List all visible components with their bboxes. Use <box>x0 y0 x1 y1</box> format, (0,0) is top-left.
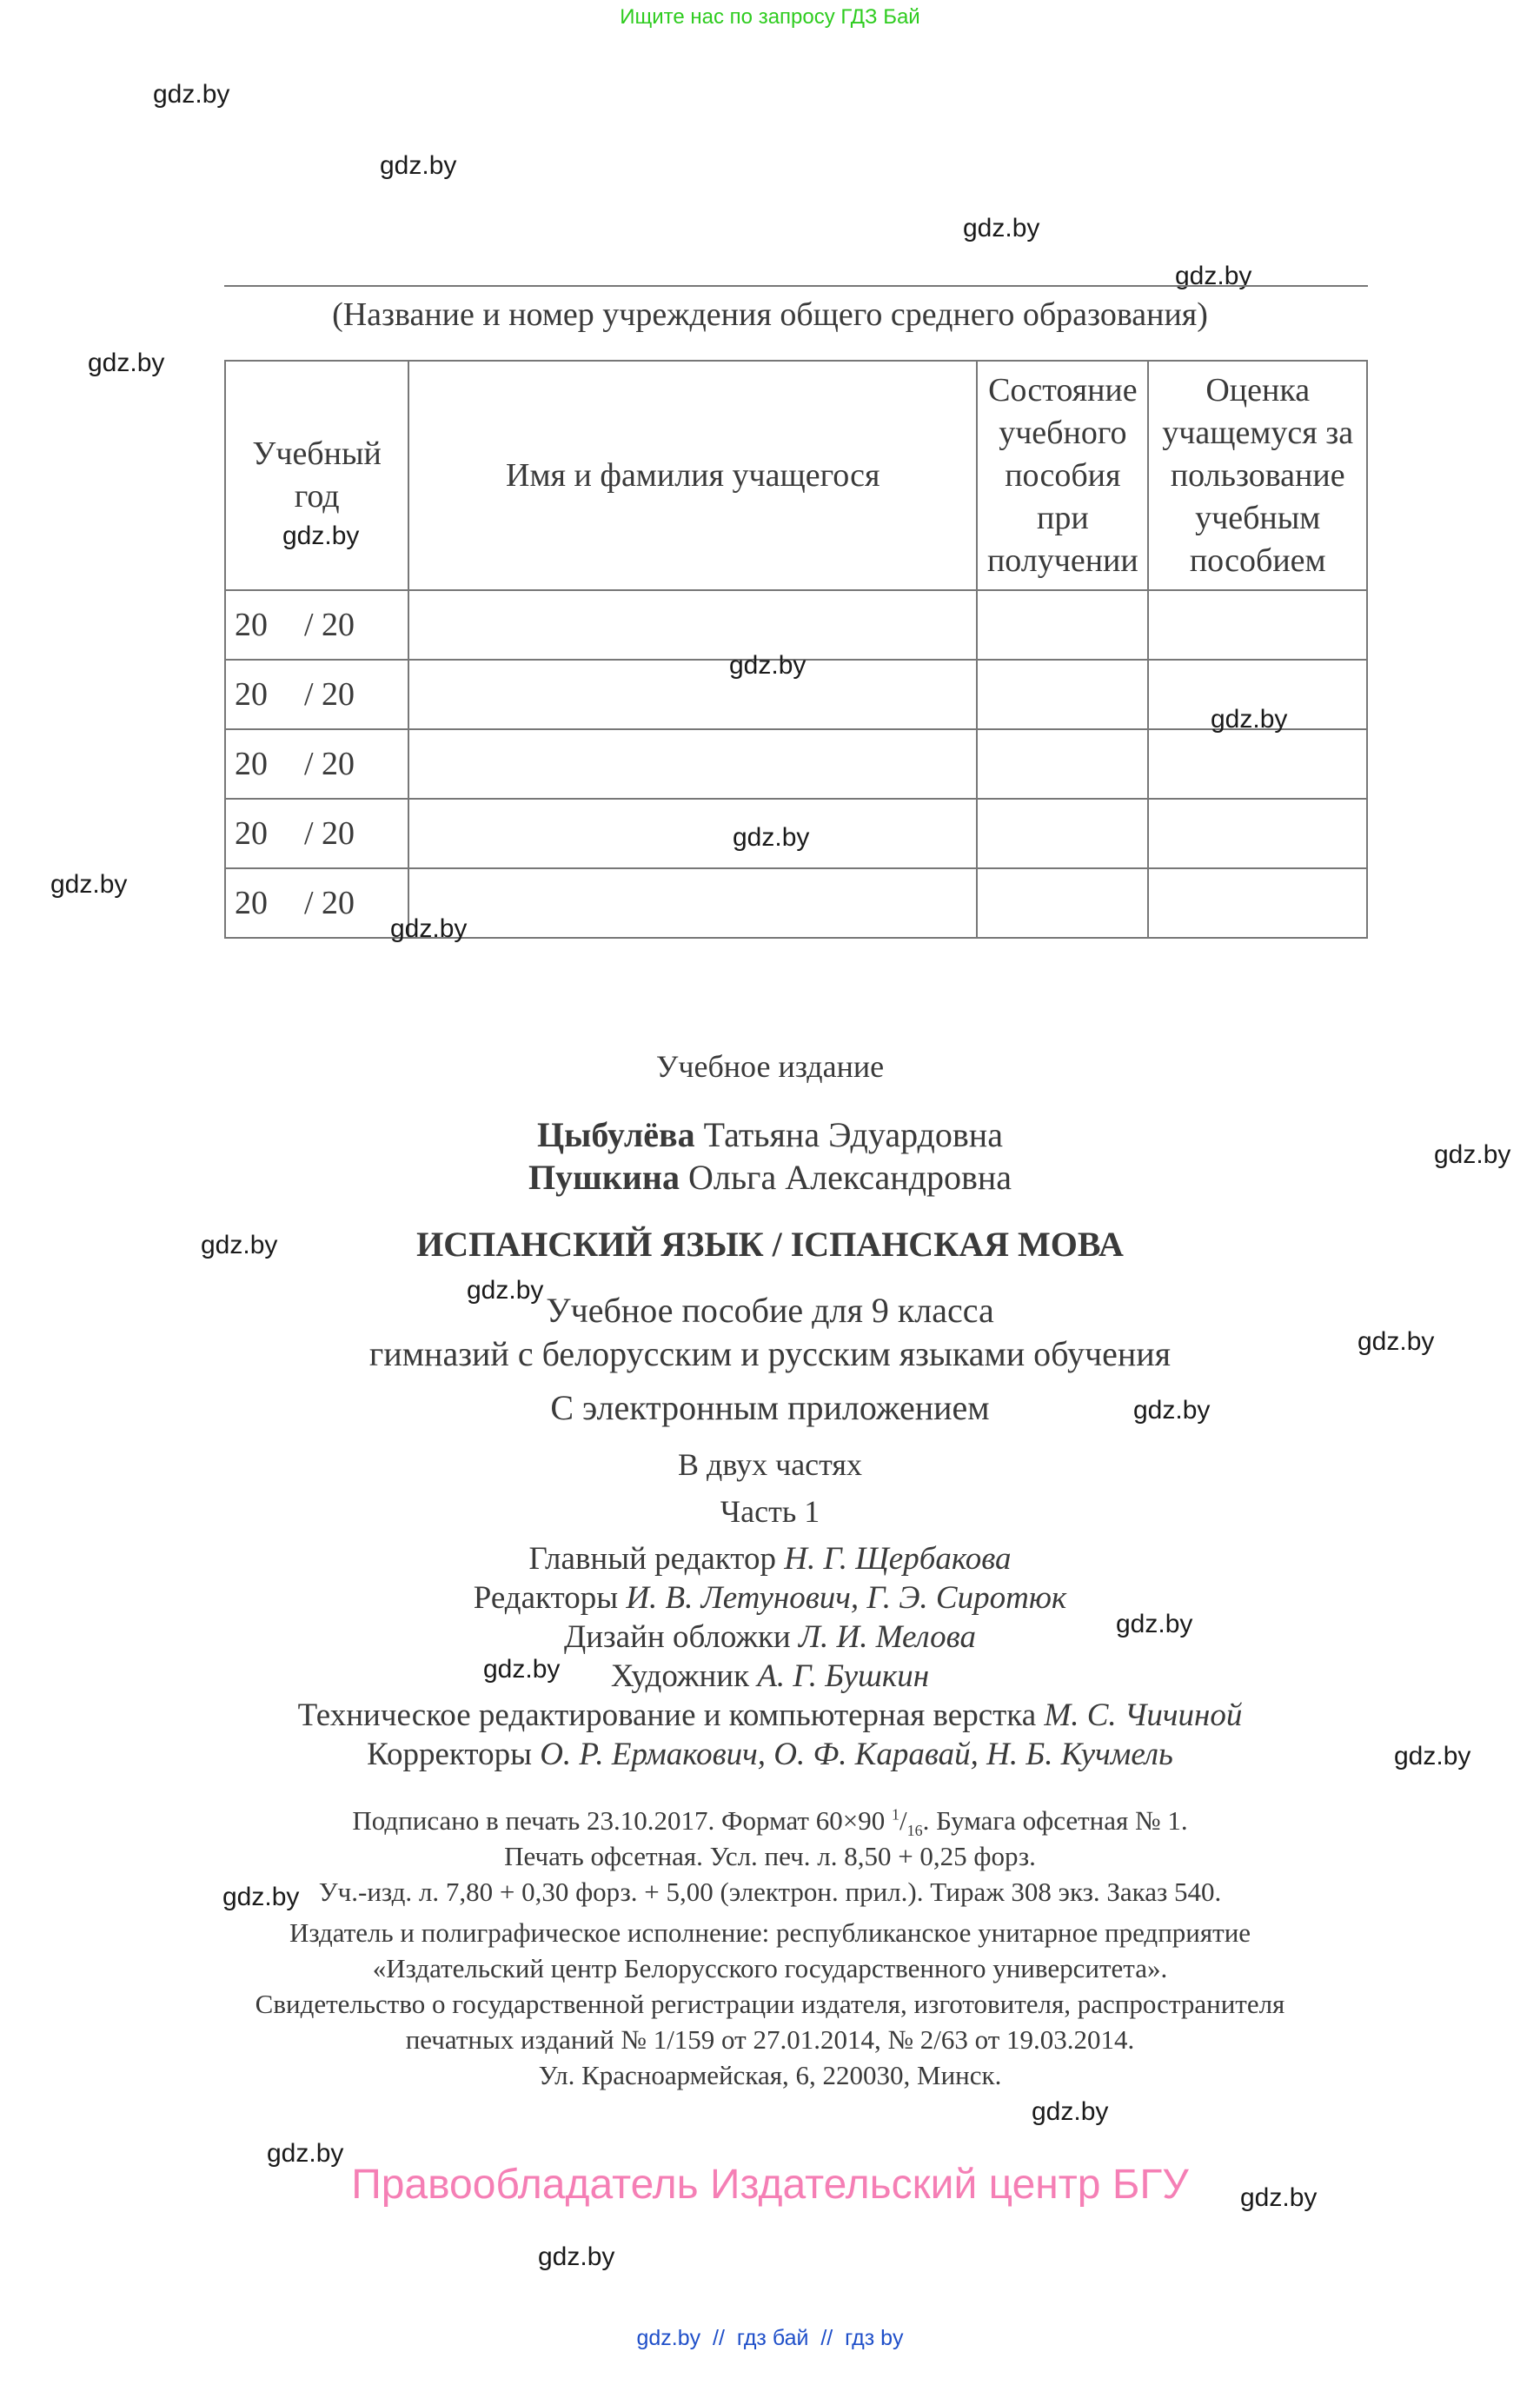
table-row <box>225 729 1367 799</box>
credit-line <box>0 1579 1540 1617</box>
year-end: / 20 <box>304 885 355 921</box>
publisher-line4: печатных изданий № 1/159 от 27.01.2014, № 2/63 от 19.03.2014. <box>405 2024 1135 2055</box>
watermark: gdz.by <box>201 1231 278 1259</box>
watermark: gdz.by <box>153 80 230 109</box>
header-student-name: Имя и фамилия учащегося <box>408 361 977 590</box>
institution-line <box>224 285 1368 287</box>
print-details-line2: Печать офсетная. Усл. печ. л. 8,50 + 0,25 форз. <box>504 1841 1036 1871</box>
watermark: gdz.by <box>483 1655 561 1684</box>
author-1-surname: Цыбулёва <box>537 1115 695 1154</box>
format-sub: 16 <box>906 1822 923 1840</box>
header-year: Учебный год <box>225 361 408 590</box>
author-1 <box>0 1114 1540 1155</box>
watermark: gdz.by <box>1240 2183 1318 2212</box>
year-cell <box>225 868 408 938</box>
year-start: 20 <box>235 676 268 713</box>
print-details-line1: Подписано в печать 23.10.2017. Формат 60×90 $^1/_{16}$. Бумага офсетная № 1. <box>352 1805 1188 1840</box>
student-name-cell <box>408 590 977 660</box>
watermark: gdz.by <box>1032 2097 1109 2126</box>
credit-names: М. С. Чичиной <box>1044 1697 1243 1733</box>
watermark: gdz.by <box>467 1276 544 1305</box>
book-part: Часть 1 <box>720 1494 820 1529</box>
year-end: / 20 <box>304 676 355 713</box>
year-start: 20 <box>235 607 268 643</box>
credit-role: Техническое редактирование и компьютерная верстка <box>297 1697 1037 1733</box>
year-cell <box>225 590 408 660</box>
watermark: gdz.by <box>1434 1140 1511 1169</box>
credit-names: А. Г. Бушкин <box>757 1658 930 1694</box>
publisher-line5: Ул. Красноармейская, 6, 220030, Минск. <box>538 2060 1002 2090</box>
format-sup: 1 <box>891 1805 899 1824</box>
year-cell <box>225 799 408 868</box>
watermark: gdz.by <box>1211 705 1288 734</box>
credit-role: Дизайн обложки <box>564 1619 791 1655</box>
watermark: gdz.by <box>1133 1396 1211 1425</box>
condition-cell <box>977 868 1148 938</box>
watermark: gdz.by <box>282 522 360 550</box>
student-name-cell <box>408 868 977 938</box>
footer-separator: // <box>820 2326 833 2350</box>
watermark: gdz.by <box>267 2139 344 2168</box>
publisher-line3: Свидетельство о государственной регистрации издателя, изготовителя, распространителя <box>255 1989 1285 2019</box>
grade-cell <box>1148 590 1367 660</box>
year-cell <box>225 729 408 799</box>
credit-role: Художник <box>610 1658 750 1694</box>
year-end: / 20 <box>304 607 355 643</box>
credit-names: Н. Г. Щербакова <box>784 1541 1012 1577</box>
credit-names: И. В. Летунович, Г. Э. Сиротюк <box>626 1580 1067 1616</box>
condition-cell <box>977 660 1148 729</box>
credit-role: Редакторы <box>473 1580 619 1616</box>
year-cell <box>225 660 408 729</box>
top-banner: Ищите нас по запросу ГДЗ Бай <box>620 5 920 29</box>
institution-caption: (Название и номер учреждения общего среднего образования) <box>332 296 1208 333</box>
credit-names: Л. И. Мелова <box>798 1619 976 1655</box>
grade-cell <box>1148 799 1367 868</box>
year-end: / 20 <box>304 815 355 852</box>
footer-separator: // <box>713 2326 725 2350</box>
student-name-cell <box>408 729 977 799</box>
credit-line <box>0 1697 1540 1734</box>
credit-role: Главный редактор <box>528 1541 776 1577</box>
print-details-line3: Уч.-изд. л. 7,80 + 0,30 форз. + 5,00 (электрон. прил.). Тираж 308 экз. Заказ 540. <box>318 1877 1222 1907</box>
year-start: 20 <box>235 885 268 921</box>
footer-link-gdz-by[interactable]: гдз by <box>845 2326 904 2350</box>
book-title: ИСПАНСКИЙ ЯЗЫК / ІСПАНСКАЯ МОВА <box>416 1225 1124 1264</box>
year-end: / 20 <box>304 746 355 782</box>
watermark: gdz.by <box>1175 262 1252 290</box>
year-start: 20 <box>235 746 268 782</box>
watermark: gdz.by <box>380 151 457 180</box>
publisher-line1: Издатель и полиграфическое исполнение: республиканское унитарное предприятие <box>289 1917 1251 1948</box>
rights-holder: Правообладатель Издательский центр БГУ <box>351 2162 1189 2208</box>
edition-type: Учебное издание <box>655 1049 885 1084</box>
condition-cell <box>977 729 1148 799</box>
student-name-cell <box>408 660 977 729</box>
register-header-row <box>225 361 1367 590</box>
book-subtitle-line2: гимназий с белорусским и русским языками обучения <box>368 1334 1172 1373</box>
header-condition: Состояние учебного пособия при получении <box>977 361 1148 590</box>
grade-cell <box>1148 868 1367 938</box>
table-row <box>225 590 1367 660</box>
book-supplement: С электронным приложением <box>550 1388 990 1427</box>
book-parts: В двух частях <box>678 1447 862 1482</box>
credit-line <box>0 1618 1540 1656</box>
footer-links <box>0 2326 1540 2351</box>
watermark: gdz.by <box>729 651 807 680</box>
watermark: gdz.by <box>390 914 468 943</box>
credit-line <box>0 1736 1540 1773</box>
watermark: gdz.by <box>963 214 1040 242</box>
author-1-given: Татьяна Эдуардовна <box>703 1115 1003 1154</box>
watermark: gdz.by <box>88 349 165 377</box>
footer-link-gdz[interactable]: gdz.by <box>636 2326 701 2350</box>
watermark: gdz.by <box>1116 1610 1193 1638</box>
watermark: gdz.by <box>733 823 810 852</box>
author-2 <box>0 1157 1540 1198</box>
condition-cell <box>977 590 1148 660</box>
credit-line <box>0 1658 1540 1695</box>
author-2-surname: Пушкина <box>528 1158 680 1197</box>
footer-link-gdz-bai[interactable]: гдз бай <box>736 2326 809 2350</box>
watermark: gdz.by <box>1394 1742 1471 1770</box>
credit-role: Корректоры <box>367 1737 532 1772</box>
watermark: gdz.by <box>538 2242 615 2271</box>
print-line1-b: . Бумага офсетная № 1. <box>922 1805 1188 1836</box>
year-start: 20 <box>235 815 268 852</box>
publisher-line2: «Издательский центр Белорусского государственного университета». <box>372 1953 1168 1983</box>
credit-names: О. Р. Ермакович, О. Ф. Каравай, Н. Б. Кучмель <box>540 1737 1173 1772</box>
author-2-given: Ольга Александровна <box>687 1158 1012 1197</box>
credit-line <box>0 1540 1540 1578</box>
book-subtitle-line1: Учебное пособие для 9 класса <box>546 1291 994 1330</box>
watermark: gdz.by <box>50 870 128 899</box>
watermark: gdz.by <box>1357 1327 1435 1356</box>
watermark: gdz.by <box>222 1883 300 1911</box>
print-line1-a: Подписано в печать 23.10.2017. Формат 60×90 <box>352 1805 886 1836</box>
grade-cell <box>1148 729 1367 799</box>
student-name-cell <box>408 799 977 868</box>
condition-cell <box>977 799 1148 868</box>
header-grade: Оценка учащемуся за пользование учебным пособием <box>1148 361 1367 590</box>
